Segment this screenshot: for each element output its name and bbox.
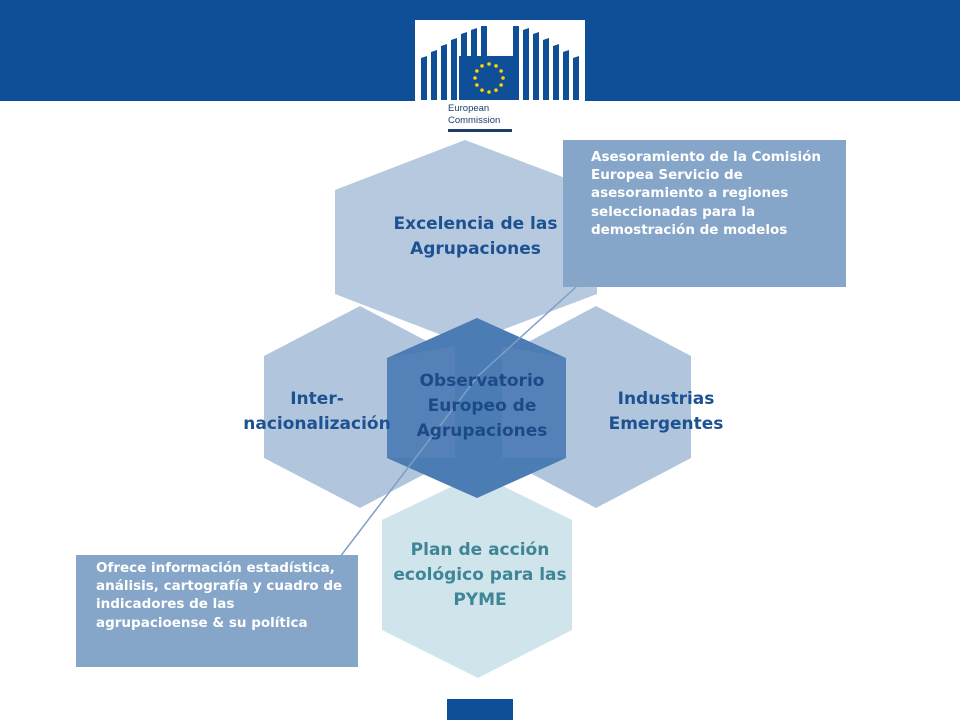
logo-line-1: European: [448, 103, 490, 114]
callout-advisory: Asesoramiento de la Comisión Europea Servicio de asesoramiento a regiones seleccionadas para la demostración de modelos: [563, 140, 846, 287]
label-bottom: Plan de acción ecológico para las PYME: [393, 540, 567, 610]
label-left: Inter-nacionalización: [243, 389, 391, 434]
footer-tab: [447, 699, 513, 720]
callout-observatory: Ofrece información estadística, análisis, cartografía y cuadro de indicadores de las agrupacioense & su política: [76, 555, 358, 667]
logo-line-2: Commission: [448, 115, 501, 126]
label-top: Excelencia de las Agrupaciones: [393, 214, 558, 259]
label-center: Observatorio Europeo de Agrupaciones: [416, 371, 548, 441]
label-right: Industrias Emergentes: [608, 389, 724, 434]
